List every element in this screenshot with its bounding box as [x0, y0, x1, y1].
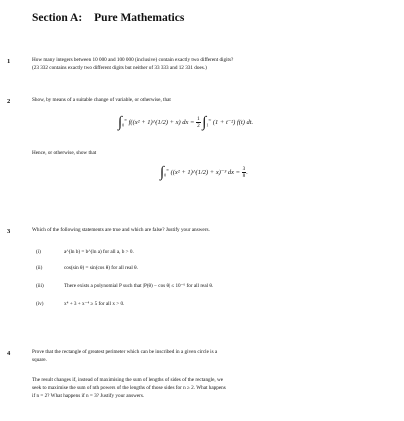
section-heading — [32, 12, 184, 24]
eq1-lower-limit-2: 1 — [206, 122, 209, 128]
question-3-part-label: (iii) — [36, 283, 44, 289]
question-2-equation-1: $\int_0^\infty$ f((x² + 1)^(1/2) + x) dx = $\frac{1}{2}$ $\int_1^\infty$ (1 + t⁻²) f(t) dt. — [118, 114, 254, 131]
question-3-intro: Which of the following statements are true and which are false? Justify your answers. — [32, 227, 210, 233]
question-3-part-text: There exists a polynomial P such that |P(θ) − cos θ| ≤ 10⁻⁶ for all real θ. — [64, 283, 214, 289]
section-label: Section A: — [32, 12, 83, 24]
eq2-upper-limit: ∞ — [166, 166, 169, 172]
question-4-line-b2: seek to maximise the sum of nth powers of the lengths of those sides for n ≥ 2. What happens — [32, 385, 226, 391]
question-2-hence: Hence, or otherwise, show that — [32, 150, 97, 156]
question-4-line-a2: square. — [32, 357, 47, 363]
eq2-integrand: ((x² + 1)^(1/2) + x)⁻³ dx = — [170, 168, 241, 176]
eq1-integrand-1: f((x² + 1)^(1/2) + x) dx = — [128, 118, 195, 126]
eq1-fraction: $\frac{1}{2}$ — [197, 116, 200, 129]
question-1-number: 1 — [7, 58, 11, 65]
question-4-line-a1: Prove that the rectangle of greatest perimeter which can be inscribed in a given circle is a — [32, 349, 218, 355]
eq1-lower-limit-1: 0 — [122, 122, 125, 128]
question-2-number: 2 — [7, 98, 11, 105]
section-name: Pure Mathematics — [94, 12, 185, 24]
question-3-part-text: x⁴ + 3 + x⁻⁴ ≥ 5 for all x > 0. — [64, 301, 125, 307]
question-2-intro: Show, by means of a suitable change of variable, or otherwise, that — [32, 97, 171, 103]
question-3-part-label: (i) — [36, 249, 41, 255]
eq2-end: . — [246, 168, 248, 176]
question-1-line-2: (23 332 contains exactly two different digits but neither of 33 333 and 12 331 does.) — [32, 65, 207, 71]
question-4-line-b3: if n = 2? What happens if n = 3? Justify your answers. — [32, 393, 145, 399]
eq1-upper-limit-2: ∞ — [208, 116, 212, 122]
question-3-part-text: a^(ln b) = b^(ln a) for all a, b > 0. — [64, 249, 134, 255]
question-4-line-b1: The result changes if, instead of maximising the sum of lengths of sides of the rectangle, we — [32, 377, 224, 383]
question-1-line-1: How many integers between 10 000 and 100 000 (inclusive) contain exactly two different digits? — [32, 57, 234, 63]
question-3-part-label: (iv) — [36, 301, 44, 307]
question-3-part-text: cos(sin θ) = sin(cos θ) for all real θ. — [64, 265, 138, 271]
question-3-part-label: (ii) — [36, 265, 43, 271]
eq1-upper-limit-1: ∞ — [124, 116, 127, 122]
question-3-number: 3 — [7, 228, 11, 235]
eq2-lower-limit: 0 — [164, 172, 167, 178]
eq2-fraction: $\frac{3}{8}$ — [242, 166, 246, 179]
eq1-integrand-2: (1 + t⁻²) f(t) dt. — [212, 118, 254, 126]
question-2-equation-2: $\int_0^\infty$ ((x² + 1)^(1/2) + x)⁻³ dx = $\frac{3}{8}$ . — [160, 164, 248, 181]
question-4-number: 4 — [7, 350, 11, 357]
